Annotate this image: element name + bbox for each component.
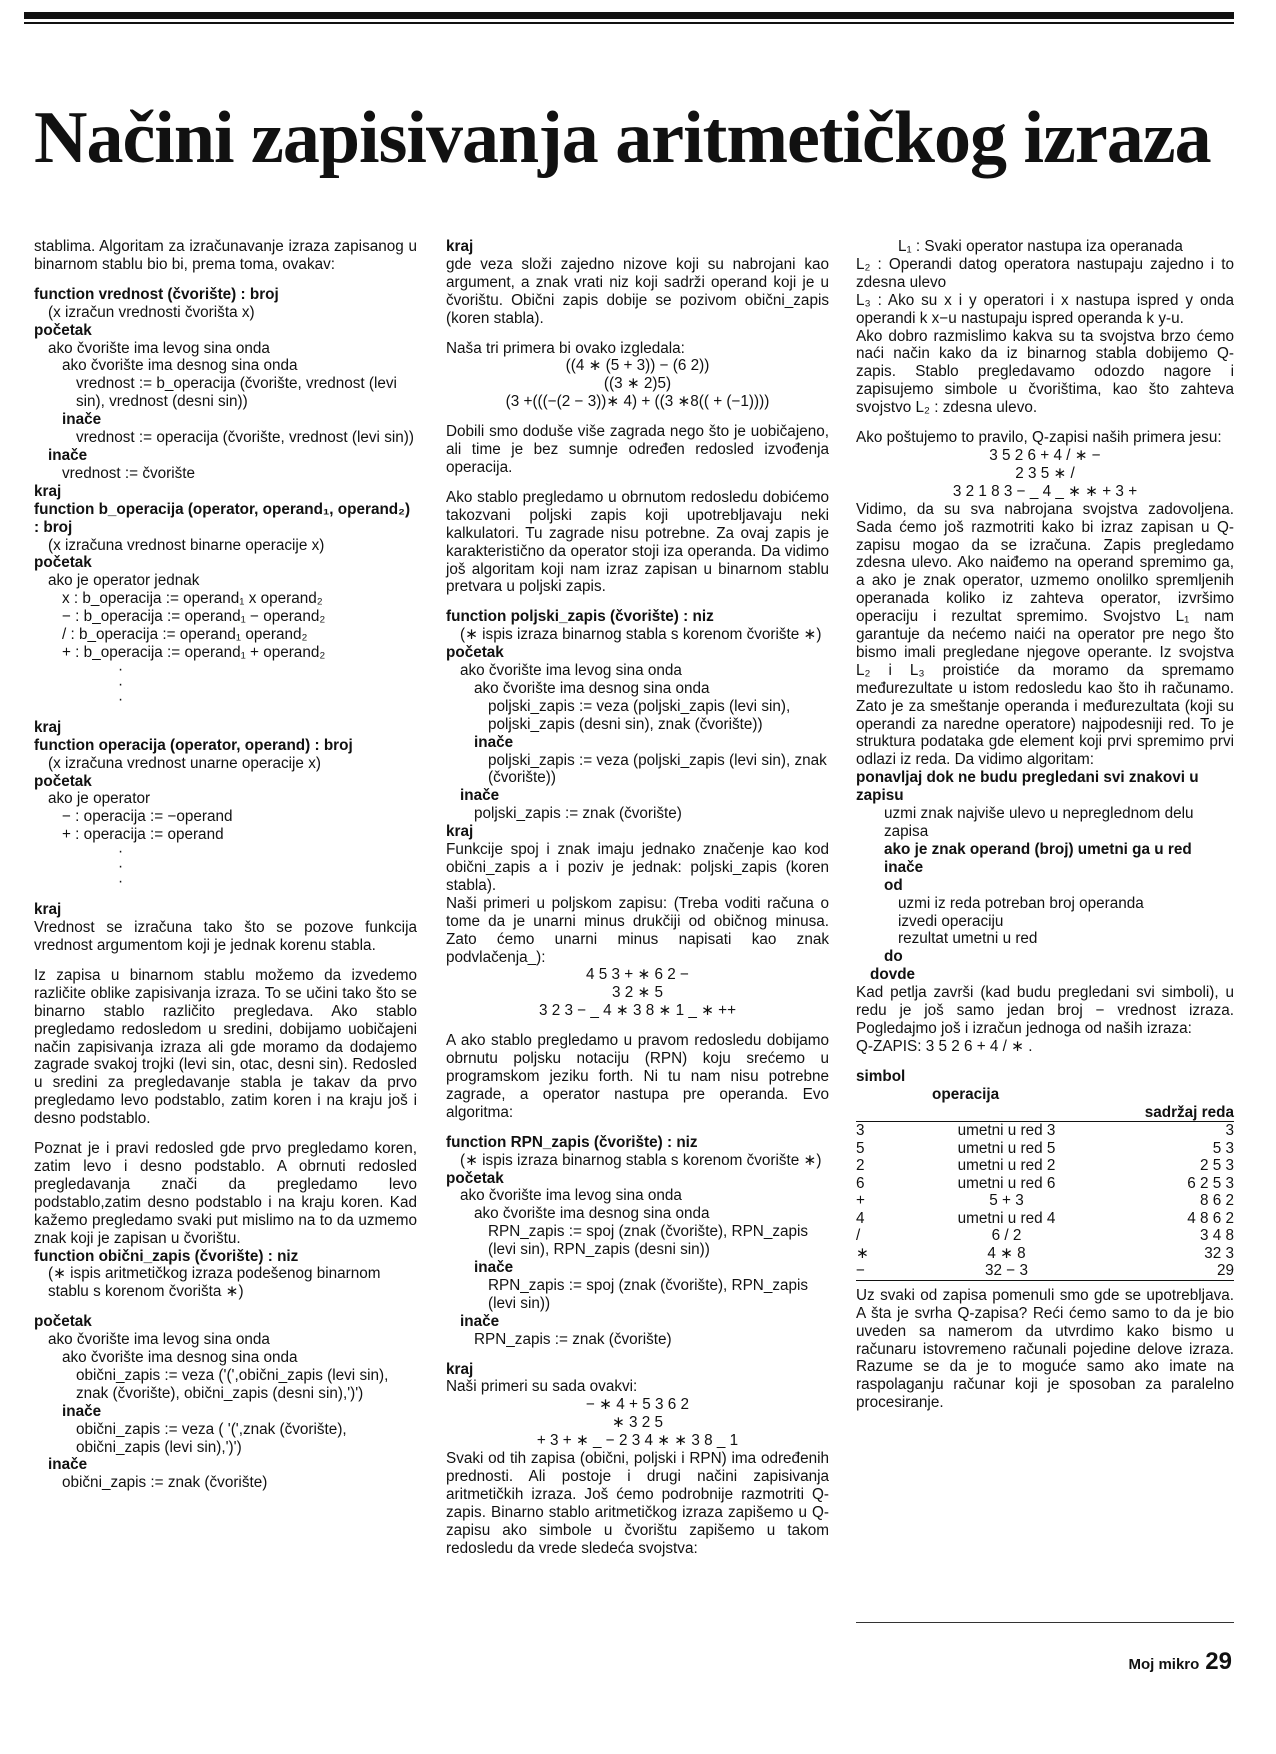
code-line: (∗ ispis izraza binarnog stabla s korenom čvorište ∗) [460,626,822,644]
code-line: ako čvorište ima levog sina onda [48,1331,270,1349]
paragraph: Svaki od tih zapisa (obični, poljski i RPN) ima određenih prednosti. Ali postoje i drugi načini zapisivanja aritmetičkih izraza. Još ćemo podrobnije razmotriti Q-zapis. Binarno stablo aritmetičkog izraza zapišemo u Q-zapisu ako simbole u čvorištu zapišemo u takom redosledu da vrede sledeća svojstva: [446,1450,829,1557]
code-line: ako čvorište ima desnog sina onda [62,1349,298,1367]
code-line: inače [474,1259,514,1277]
paragraph: Poznat je i pravi redosled gde prvo pregledamo koren, zatim levo i desno podstablo. A obrnuti redosled pregledavanja znači da pregledamo levo podstablo,zatim desno podstablo i na kraju koren. Kad kažemo pregledamo svaki put mislimo na to da uzmemo znak koji je zapisan u čvorištu. [34,1140,417,1247]
table-row: 5 umetni u red 5 5 3 [856,1139,1234,1157]
paragraph: Kad petlja završi (kad budu pregledani svi simboli), u redu je još samo jedan broj − vrednost izraza. Pogledajmo još i izračun jednoga od naših izraza: [856,984,1234,1037]
code-line: (x izračuna vrednost binarne operacije x) [48,536,325,554]
code-line: inače [62,411,102,429]
code-line: poljski_zapis := veza (poljski_zapis (levi sin), znak (čvorište)) [488,751,827,787]
table-row: − 32 − 3 29 [856,1262,1234,1280]
code-line: inače [62,1402,102,1420]
code-line: function operacija (operator, operand) : broj [34,736,353,754]
column-1 [34,238,417,1492]
code-line: ako čvorište ima desnog sina onda [62,357,298,375]
table-row: 2 umetni u red 2 2 5 3 [856,1157,1234,1175]
paragraph: Iz zapisa u binarnom stablu možemo da izvedemo različite oblike zapisivanja izraza. To se učini tako što se binarno stablo različito pregledava. Ako stablo pregledamo redosledom u sredini, dobijamo uobičajeni način zapisivanja izraza ali gde moramo da dodajemo zagrade svakoj trojki (levi sin, otac, desni sin). Redosled u sredini za pregledavanje stabla je takav da prvo pregledamo levo podstablo, zatim koren i na kraju još i desno podstablo. [34,966,417,1128]
code-line: function RPN_zapis (čvorište) : niz [446,1133,698,1151]
code-line: do [884,948,903,966]
formula-line: 3 2 1 8 3 − _ 4 _ ∗ ∗ + 3 + [952,482,1138,500]
code-line: kraj [34,482,62,500]
code-line: RPN_zapis := znak (čvorište) [474,1330,672,1348]
table-row: + 5 + 3 8 6 2 [856,1192,1234,1210]
code-line: kraj [34,718,62,736]
formula-line: 3 2 3 − _ 4 ∗ 3 8 ∗ 1 _ ∗ ++ [538,1002,737,1020]
code-line: kraj [34,901,62,919]
ellipsis-dot: · [118,843,124,861]
table-header-operation: operacija [932,1086,1000,1104]
table-header-queue: sadržaj reda [1144,1103,1234,1121]
article-title: Načini zapisivanja aritmetičkog izraza [34,97,1211,179]
code-line: (∗ ispis aritmetičkog izraza podešenog binarnom stablu s korenom čvorišta ∗) [48,1265,381,1301]
page-footer [1128,1648,1232,1676]
top-rule-thick [24,12,1234,19]
code-line: početak [446,644,504,662]
table-row: ∗ 4 ∗ 8 32 3 [856,1244,1234,1262]
paragraph: Vidimo, da su sva nabrojana svojstva zadovoljena. Sada ćemo još razmotriti kako bi izraz zapisan u Q-zapisu mogao da se izračuna. Zapis pregledamo zdesna ulevo. Ako naiđemo na operand spremimo ga, a ako je znak operator, uzmemo onolilko spremljenih operanada koliko iz zahteva operator, izvršimo operaciju i rezultat spremimo. Svojstvo L₁ nam garantuje da nećemo naići na operator pre nego što bismo imali pregledane njegove operante. Iz svojstva L₂ i L₃ proistiće da moramo da spremamo međurezultate u istom redosledu kao što ih računamo. Zato je za smeštanje operanda i međurezultata (koji su operandi za naredne operatore) najpodesniji red. To je struktura podataka gde element koji prvi spremimo prvi odlazi iz reda. Da vidimo algoritam: [856,500,1234,769]
paragraph: Naša tri primera bi ovako izgledala: [446,339,685,357]
paragraph: Naši primeri u poljskom zapisu: (Treba voditi računa o tome da je unarni minus drukčiji od običnog minusa. Zato ćemo unarni minus napisati kao znak podvlačenja_): [446,894,829,966]
code-line: početak [34,554,92,572]
paragraph: Ako dobro razmislimo kakva su ta svojstva brzo ćemo naći način kako da iz binarnog stabla dobijemo Q-zapis. Stablo pregledavamo odozdo nagore i zapisujemo simbole u čvorištima, kao što zahteva svojstvo L₂ : zdesna ulevo. [856,327,1234,417]
code-line: uzmi iz reda potreban broj operanda [898,894,1144,912]
paragraph: Naši primeri su sada ovakvi: [446,1378,638,1396]
code-line: − : operacija := −operand [62,808,233,826]
code-line: ako čvorište ima levog sina onda [48,339,270,357]
formula-line: 3 5 2 6 + 4 / ∗ − [989,446,1101,464]
paragraph: Dobili smo doduše više zagrada nego što je uobičajeno, ali time je bez sumnje određen redosled izvođenja operacija. [446,423,829,476]
code-line: (∗ ispis izraza binarnog stabla s korenom čvorište ∗) [460,1151,822,1169]
code-line: inače [884,858,924,876]
paragraph: Funkcije spoj i znak imaju jednako značenje kao kod obični_zapis a i poziv je jednak: poljski_zapis (koren stabla). [446,841,829,894]
code-line: inače [460,787,500,805]
code-line: poljski_zapis := znak (čvorište) [474,805,682,823]
code-line: početak [34,772,92,790]
table-row: 4 umetni u red 4 4 8 6 2 [856,1209,1234,1227]
code-line: ponavljaj dok ne budu pregledani svi znakovi u zapisu [856,769,1199,805]
code-line: obični_zapis := znak (čvorište) [62,1474,268,1492]
code-line: ako čvorište ima levog sina onda [460,662,682,680]
page-number: 29 [1205,1648,1232,1675]
code-line: x : b_operacija := operand₁ x operand₂ [62,590,323,608]
code-line: uzmi znak najviše ulevo u nepreglednom delu zapisa [884,805,1194,840]
code-line: inače [48,1456,88,1474]
table-row: / 6 / 2 3 4 8 [856,1227,1234,1245]
code-line: ako je operator [48,790,151,808]
code-line: inače [48,446,88,464]
property-line: L₁ : Svaki operator nastupa iza operanada [898,238,1183,255]
formula-line: 2 3 5 ∗ / [1015,464,1075,482]
ellipsis-dot: · [118,858,124,876]
code-line: function poljski_zapis (čvorište) : niz [446,608,714,626]
paragraph: Uz svaki od zapisa pomenuli smo gde se upotrebljava. A šta je svrha Q-zapisa? Reći ćemo samo to da je bio uveden sa namerom da utvrdimo kako bismo u računaru istovremeno računali pojedine delove izraza. Razume se da je to moguće samo ako imate na raspolaganju računar koji je sposoban za paralelno procesiranje. [856,1286,1234,1412]
code-line: function vrednost (čvorište) : broj [34,285,279,303]
code-line: kraj [446,238,474,255]
code-line: inače [474,733,514,751]
paragraph: Ako poštujemo to pravilo, Q-zapisi naših primera jesu: [856,429,1222,447]
code-line: RPN_zapis := spoj (znak (čvorište), RPN_zapis (levi sin)) [488,1276,809,1312]
formula-line: ((3 ∗ 2)5) [603,375,672,393]
code-line: (x izračun vrednosti čvorišta x) [48,303,255,321]
ellipsis-dot: · [118,660,124,678]
code-line: inače [460,1312,500,1330]
footer-rule [856,1622,1234,1623]
code-line: ako čvorište ima desnog sina onda [474,679,710,697]
code-line: (x izračuna vrednost unarne operacije x) [48,754,321,772]
paragraph: Vrednost se izračuna tako što se pozove funkcija vrednost argumentom koji je jednak korenu stabla. [34,919,417,954]
table-row: 6 umetni u red 6 6 2 5 3 [856,1174,1234,1192]
table-header-symbol: simbol [856,1068,906,1086]
code-line: function b_operacija (operator, operand₁, operand₂) : broj [34,500,411,536]
paragraph: Ako stablo pregledamo u obrnutom redosledu dobićemo takozvani poljski zapis koji upotrebljavaju neki kalkulatori. Tu zagrade nisu potrebne. Za ovaj zapis je karakteristično da operator stoji iza operanda. Da vidimo još algoritam koji nam izraz zapisan u binarnom stablu pretvara u poljski zapis. [446,488,829,596]
ellipsis-dot: · [118,873,124,891]
paragraph: gde veza složi zajedno nizove koji su nabrojani kao argument, a znak vrati niz koji sadrži operand koji je u čvorištu. Obični zapis dobije se pozivom obični_zapis (koren stabla). [446,255,829,327]
code-line: ako je operator jednak [48,572,200,590]
formula-line: ((4 ∗ (5 + 3)) − (6 2)) [565,357,710,375]
code-line: obični_zapis := veza ('(',obični_zapis (levi sin), znak (čvorište), obični_zapis (desni sin),')') [76,1366,389,1402]
code-line: početak [446,1169,504,1187]
formula-line: − ∗ 4 + 5 3 6 2 [586,1396,689,1414]
code-line: izvedi operaciju [898,912,1004,930]
column-3 [856,238,1234,1412]
table-row: 3 umetni u red 3 3 [856,1122,1234,1140]
code-line: ako čvorište ima levog sina onda [460,1187,682,1205]
code-line: + : b_operacija := operand₁ + operand₂ [62,643,326,661]
formula-line: ∗ 3 2 5 [611,1414,664,1432]
paragraph: Q-ZAPIS: 3 5 2 6 + 4 / ∗ . [856,1037,1033,1055]
code-line: vrednost := b_operacija (čvorište, vrednost (levi sin), vrednost (desni sin)) [76,375,397,411]
code-line: kraj [446,823,474,841]
code-line: početak [34,321,92,339]
code-line: vrednost := čvorište [62,464,196,482]
code-line: ako čvorište ima desnog sina onda [474,1205,710,1223]
code-line: / : b_operacija := operand₁ operand₂ [62,626,308,644]
property-line: L₃ : Ako su x i y operatori i x nastupa ispred y onda operandi k x−u nastupaju ispred operanda k y-u. [856,291,1234,327]
code-line: kraj [446,1360,474,1378]
code-line: poljski_zapis := veza (poljski_zapis (levi sin), poljski_zapis (desni sin), znak (čvorište)) [488,697,791,733]
property-line: L₂ : Operandi datog operatora nastupaju zajedno i to zdesna ulevo [856,255,1234,291]
ellipsis-dot: · [118,690,124,708]
code-line: dovde [870,966,916,984]
code-line: početak [34,1313,92,1331]
paragraph: A ako stablo pregledamo u pravom redosledu dobijamo obrnutu poljsku notaciju (RPN) koju srećemo u programskom jeziku forth. Ni tu nam nisu potrebne zagrade, a operator nastupa pre operanda. Evo algoritma: [446,1032,829,1121]
paragraph: stablima. Algoritam za izračunavanje izraza zapisanog u binarnom stablu bio bi, prema toma, ovakav: [34,238,417,273]
code-line: + : operacija := operand [62,826,224,844]
code-line: RPN_zapis := spoj (znak (čvorište), RPN_zapis (levi sin), RPN_zapis (desni sin)) [488,1223,809,1259]
column-2 [446,238,829,1558]
formula-line: + 3 + ∗ _ − 2 3 4 ∗ ∗ 3 8 _ 1 [536,1432,739,1450]
code-line: obični_zapis := veza ( '(',znak (čvorište), obični_zapis (levi sin),')') [76,1420,347,1456]
code-line: vrednost := operacija (čvorište, vrednost (levi sin)) [76,429,414,447]
magazine-name: Moj mikro [1128,1656,1200,1673]
top-rule-thin [24,22,1234,24]
code-line: od [884,876,903,894]
formula-line: (3 +(((−(2 − 3))∗ 4) + ((3 ∗8(( + (−1)))) [505,393,770,411]
ellipsis-dot: · [118,675,124,693]
formula-line: 3 2 ∗ 5 [611,984,664,1002]
code-line: function obični_zapis (čvorište) : niz [34,1247,299,1265]
formula-line: 4 5 3 + ∗ 6 2 − [586,966,689,984]
code-line: ako je znak operand (broj) umetni ga u red [884,840,1192,858]
code-line: rezultat umetni u red [898,930,1038,948]
evaluation-table [856,1068,1234,1281]
code-line: − : b_operacija := operand₁ − operand₂ [62,608,326,626]
